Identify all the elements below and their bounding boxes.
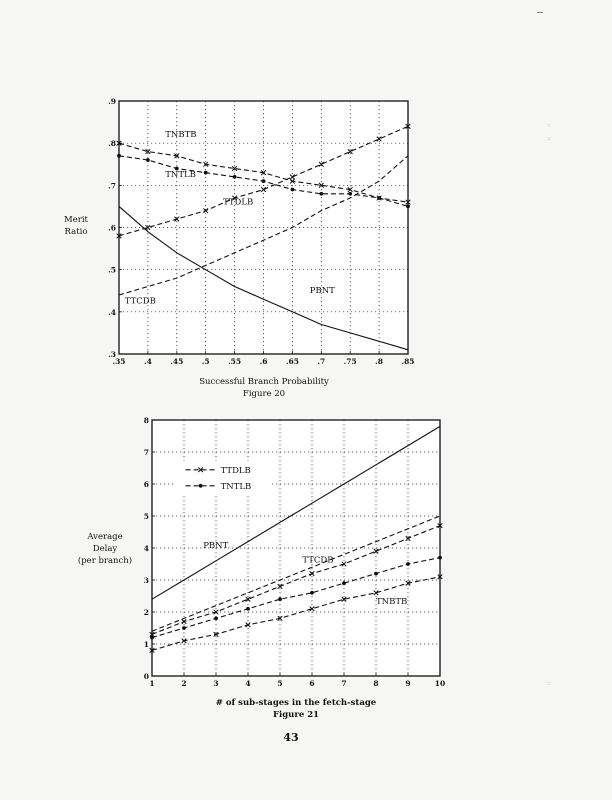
x-tick-label: .4 (143, 357, 152, 366)
x-tick-label: .6 (259, 357, 268, 366)
figure-20-title: Figure 20 (242, 389, 286, 399)
y-tick-label: 5 (143, 512, 149, 521)
x-tick-label: 10 (434, 679, 446, 688)
figure-20-xlabel: Successful Branch Probability (199, 377, 329, 387)
y-tick-label: 0 (143, 672, 149, 681)
x-tick-label: .35 (112, 357, 126, 366)
y-tick-label: .6 (108, 223, 116, 233)
y-tick-label: .9 (108, 97, 116, 106)
x-tick-label: .55 (228, 357, 242, 366)
y-tick-label: 6 (143, 480, 149, 489)
series-label-ttcdb: TTCDB (302, 555, 334, 566)
data-point-tntlb (310, 591, 314, 595)
y-tick-label: .8 (108, 139, 116, 149)
figure-21-ylabel (65, 531, 145, 567)
data-point-tntlb (438, 556, 442, 560)
x-tick-label: 8 (373, 679, 379, 688)
ylabel-line: Ratio (64, 227, 88, 237)
y-tick-label: .5 (108, 265, 116, 275)
data-point-tntlb (406, 205, 410, 209)
x-tick-label: 9 (405, 679, 411, 688)
data-point-tntlb (146, 158, 150, 162)
series-label-pbnt: PBNT (309, 285, 335, 296)
series-label-ttdlb: TTDLB (223, 197, 254, 208)
data-point-tntlb (150, 636, 154, 640)
x-tick-label: .45 (170, 357, 184, 366)
x-tick-label: 2 (181, 679, 187, 688)
data-point-tntlb (182, 626, 186, 630)
data-point-tntlb (374, 572, 378, 576)
y-tick-label: 1 (143, 640, 149, 649)
data-point-tntlb (406, 562, 410, 566)
y-tick-label: .3 (108, 350, 116, 359)
x-tick-label: .65 (285, 357, 299, 366)
page-number: 43 (283, 731, 299, 744)
series-label-tntlb: TNTLB (165, 169, 196, 180)
y-tick-label: 2 (143, 608, 149, 617)
series-label-pbnt: PBNT (203, 541, 229, 551)
figure-20-ylabel (52, 214, 100, 238)
data-point-tntlb (319, 192, 323, 196)
margin-mark: : (548, 680, 551, 687)
y-tick-label: .7 (108, 181, 116, 191)
legend-label-ttdlb: TTDLB (220, 465, 251, 476)
x-tick-label: .8 (375, 357, 384, 366)
y-tick-label: 4 (143, 544, 149, 553)
x-tick-label: 3 (213, 679, 219, 688)
data-point-tntlb (342, 581, 346, 585)
y-tick-label: 7 (143, 448, 149, 457)
ylabel-line: Average (87, 532, 123, 542)
data-point-tntlb (204, 171, 208, 175)
series-label-tnbtb: TNBTB (376, 597, 408, 607)
data-point-tntlb (246, 607, 250, 611)
series-label-ttcdb: TTCDB (124, 296, 156, 307)
y-tick-label: 3 (143, 576, 149, 585)
y-tick-label: .4 (108, 307, 116, 317)
margin-mark: : (548, 122, 551, 129)
x-tick-label: .85 (401, 357, 415, 366)
data-point-tntlb (291, 188, 295, 192)
x-tick-label: .7 (317, 357, 326, 366)
series-label-tnbtb: TNBTB (165, 129, 197, 140)
x-tick-label: .5 (201, 357, 210, 366)
margin-mark: : (548, 135, 551, 142)
x-tick-label: 6 (309, 679, 315, 688)
data-point-tntlb (214, 617, 218, 621)
figure-21-title: Figure 21 (272, 710, 320, 720)
ylabel-line: (per branch) (77, 556, 133, 566)
page-mark: -- (537, 8, 544, 18)
x-tick-label: 7 (341, 679, 347, 688)
x-tick-label: 5 (277, 679, 283, 688)
data-point-tntlb (262, 179, 266, 183)
data-point-tntlb (233, 175, 237, 179)
ylabel-line: Delay (92, 544, 118, 554)
data-point-tntlb (278, 597, 282, 601)
ylabel-line: Merit (64, 215, 88, 225)
x-tick-label: .75 (343, 357, 357, 366)
y-tick-label: 8 (143, 416, 149, 425)
data-point-tntlb (117, 154, 121, 158)
figure-21-xlabel: # of sub-stages in the fetch-stage (215, 698, 377, 708)
data-point-tntlb (348, 192, 352, 196)
legend-label-tntlb: TNTLB (220, 481, 252, 492)
data-point-tntlb (377, 196, 381, 200)
x-tick-label: 1 (149, 679, 155, 688)
figure-21-chart (0, 400, 612, 800)
x-tick-label: 4 (245, 679, 251, 688)
legend-marker-tntlb (199, 484, 203, 488)
